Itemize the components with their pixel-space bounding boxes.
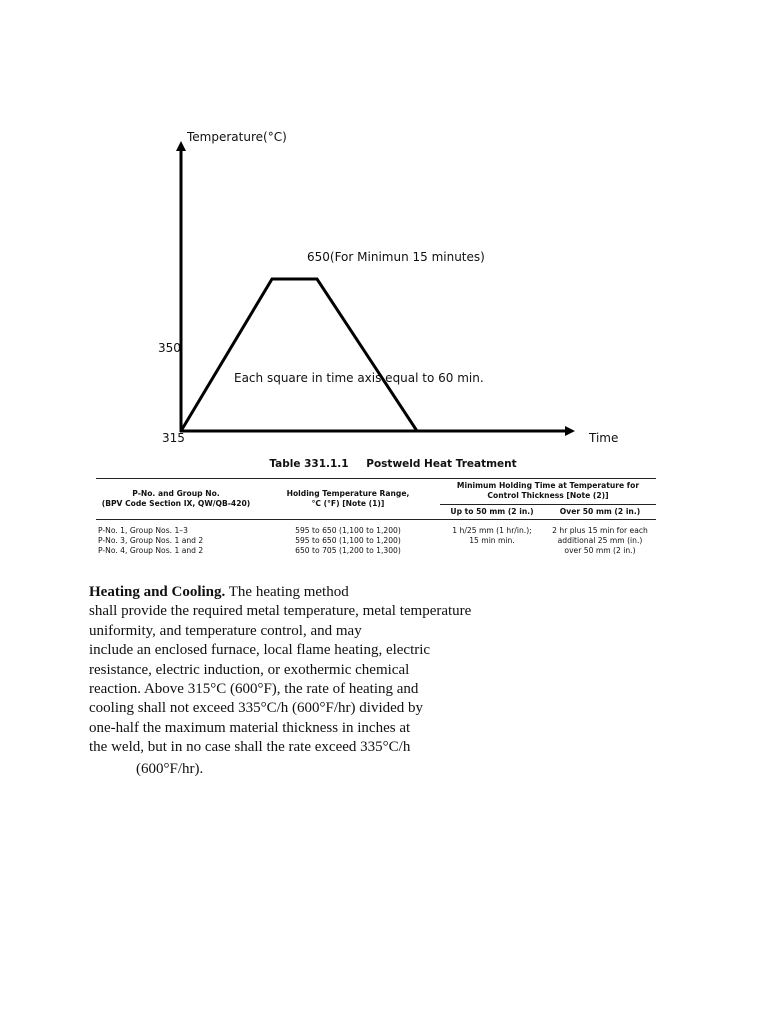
table-row bbox=[96, 519, 656, 536]
y-tick-315: 315 bbox=[162, 431, 185, 445]
table-header-row bbox=[96, 479, 656, 505]
pwht-table bbox=[96, 458, 656, 557]
section-heading: Heating and Cooling. bbox=[89, 584, 226, 600]
header-pno: P-No. and Group No. (BPV Code Section IX, QW/QB-420) bbox=[96, 479, 256, 520]
text-line: reaction. Above 315°C (600°F), the rate of heating and bbox=[89, 681, 419, 698]
heat-treatment-diagram bbox=[0, 0, 768, 460]
text-line: cooling shall not exceed 335°C/h (600°F/hr) divided by bbox=[89, 700, 424, 717]
plateau-label: 650(For Minimun 15 minutes) bbox=[307, 250, 485, 264]
heading-continuation: The heating method bbox=[225, 584, 349, 600]
text-line bbox=[89, 583, 529, 602]
header-holding-range: Holding Temperature Range, °C (°F) [Note (1)] bbox=[256, 479, 440, 520]
y-axis-label: Temperature(°C) bbox=[187, 130, 287, 144]
y-tick-350: 350 bbox=[158, 341, 181, 355]
text-line: resistance, electric induction, or exothermic chemical bbox=[89, 661, 410, 678]
header-over-50: Over 50 mm (2 in.) bbox=[544, 504, 656, 519]
table-caption bbox=[130, 458, 656, 470]
text-line: uniformity, and temperature control, and may bbox=[89, 622, 362, 639]
diagram-svg bbox=[0, 0, 768, 460]
text-line: shall provide the required metal temperature, metal temperature bbox=[89, 603, 472, 620]
table-grid bbox=[96, 478, 656, 557]
text-line-last: (600°F/hr). bbox=[136, 760, 204, 777]
cell-range: 595 to 650 (1,100 to 1,200) bbox=[295, 525, 401, 535]
cell-range: 595 to 650 (1,100 to 1,200) bbox=[295, 536, 401, 545]
cell-pno: P-No. 3, Group Nos. 1 and 2 bbox=[98, 536, 204, 545]
body-text bbox=[89, 583, 529, 779]
cell-range: 650 to 705 (1,200 to 1,300) bbox=[295, 546, 401, 556]
table-number: Table 331.1.1 bbox=[269, 458, 349, 470]
cell-up-to-50: 1 h/25 mm (1 hr/in.); 15 min min. bbox=[452, 525, 532, 545]
cell-pno: P-No. 4, Group Nos. 1 and 2 bbox=[98, 546, 204, 556]
table-title: Postweld Heat Treatment bbox=[366, 458, 517, 470]
x-axis-label: Time bbox=[589, 431, 619, 445]
text-line: include an enclosed furnace, local flame heating, electric bbox=[89, 642, 431, 659]
cell-pno: P-No. 1, Group Nos. 1–3 bbox=[98, 525, 188, 535]
text-line: the weld, but in no case shall the rate exceed 335°C/h bbox=[89, 739, 411, 756]
time-axis-note: Each square in time axis equal to 60 min. bbox=[234, 371, 484, 385]
cell-over-50: 2 hr plus 15 min for each additional 25 mm (in.) over 50 mm (2 in.) bbox=[552, 525, 648, 556]
header-up-to-50: Up to 50 mm (2 in.) bbox=[440, 504, 544, 519]
text-line: one-half the maximum material thickness in inches at bbox=[89, 719, 411, 736]
header-holding-time: Minimum Holding Time at Temperature for Control Thickness [Note (2)] bbox=[440, 479, 656, 505]
temperature-profile-line bbox=[181, 279, 417, 431]
